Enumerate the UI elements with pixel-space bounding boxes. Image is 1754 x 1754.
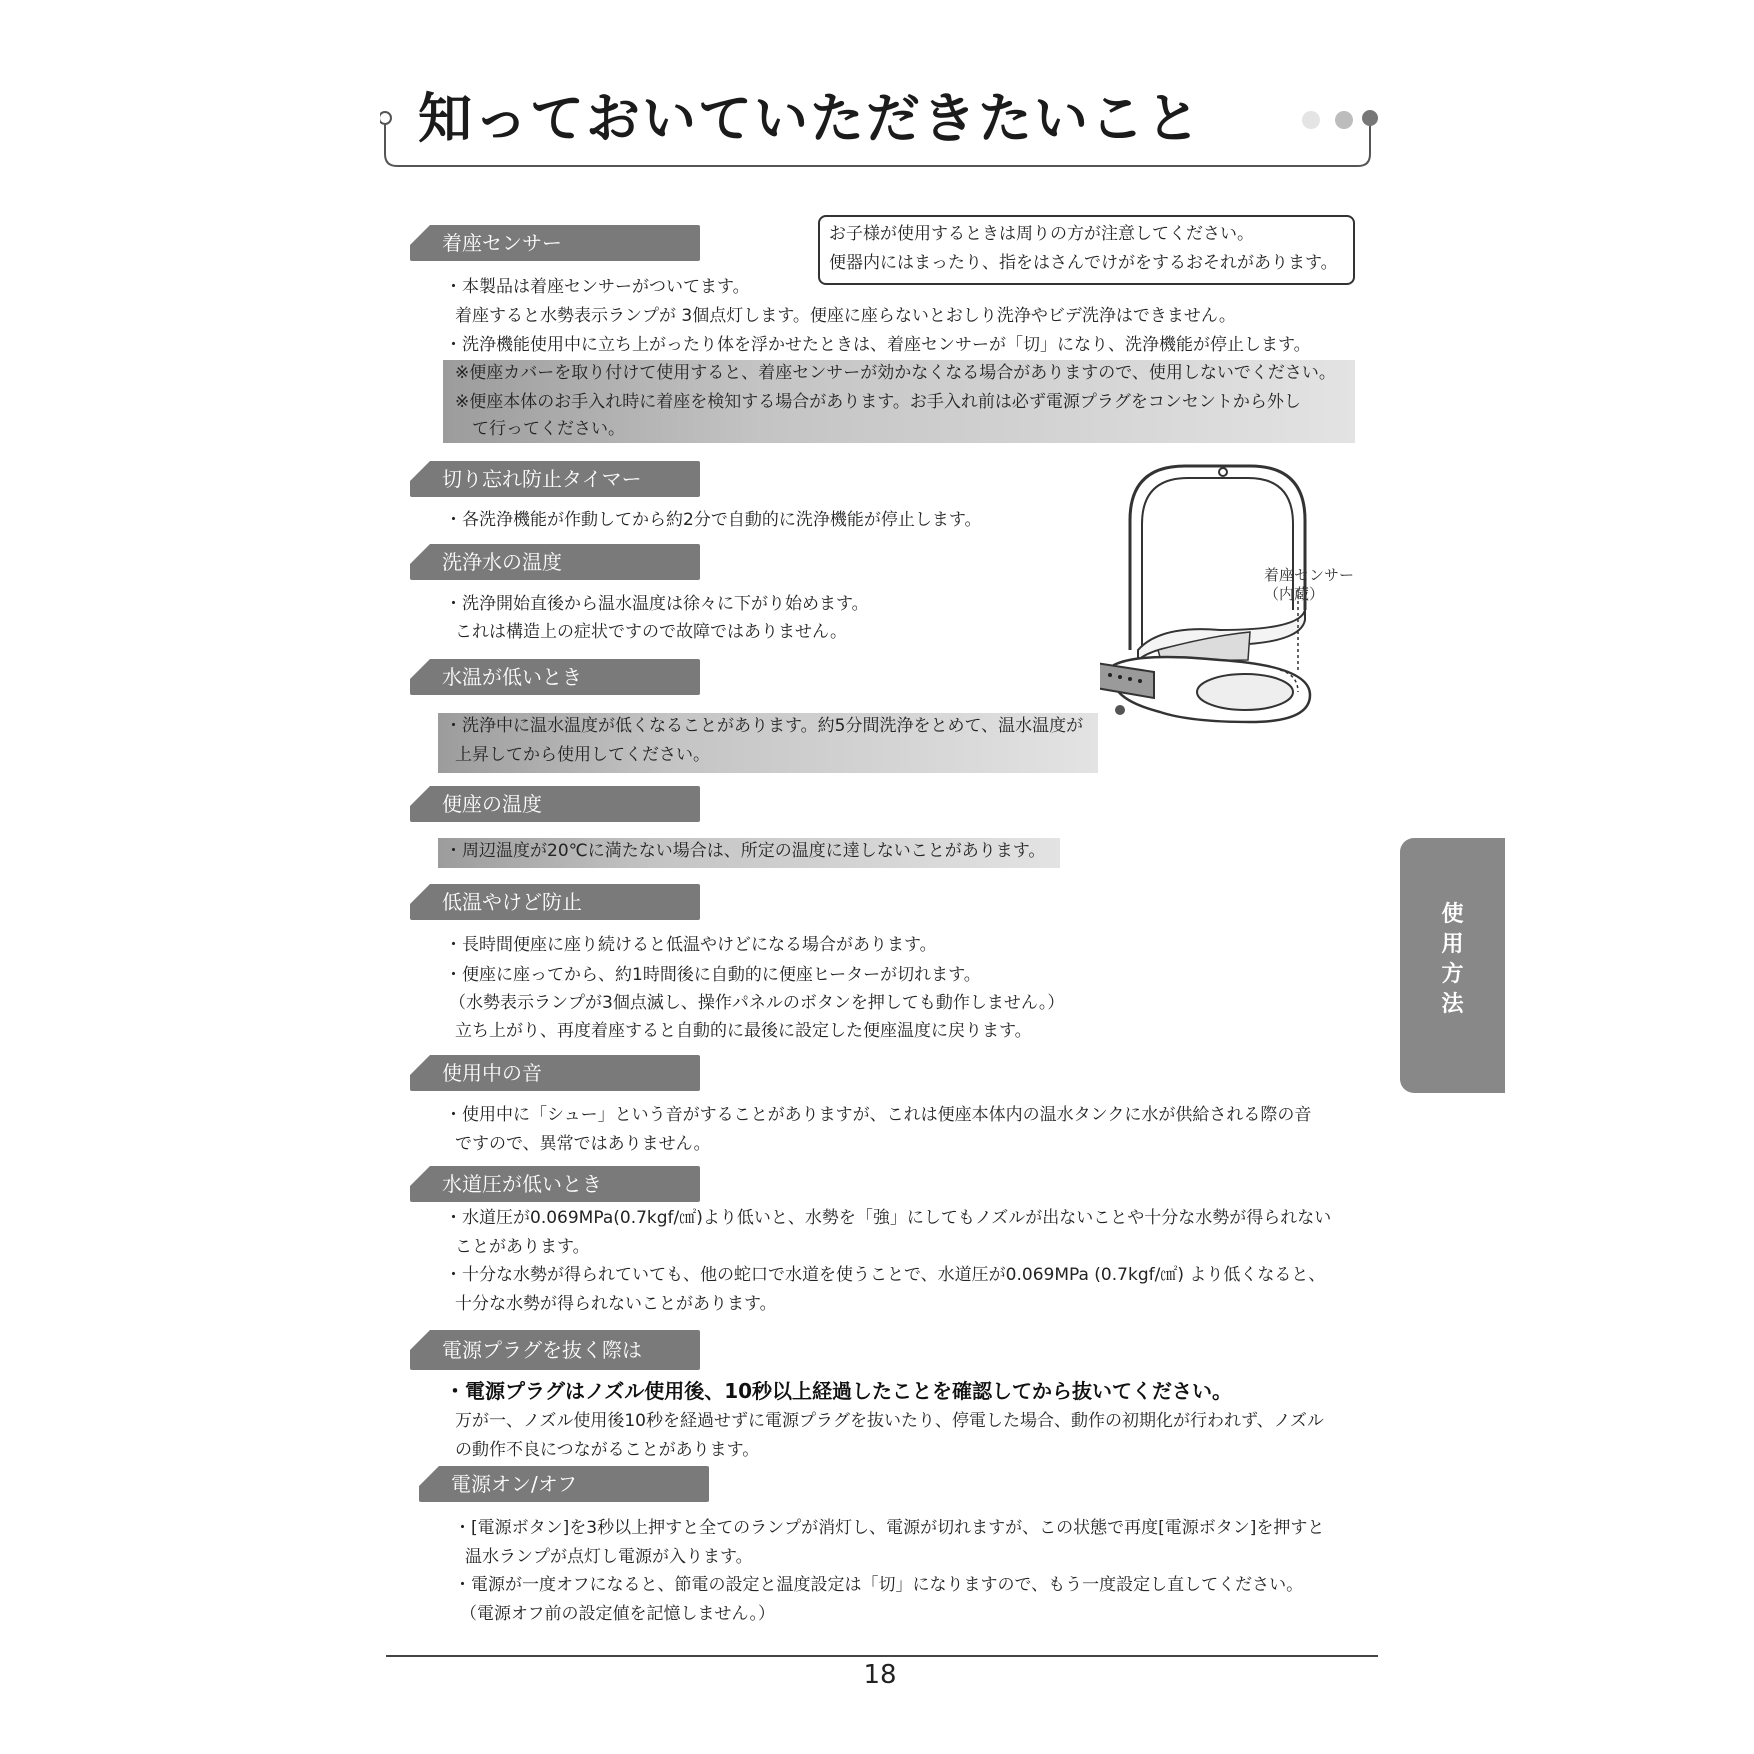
text-line: ・便座に座ってから、約1時間後に自動的に便座ヒーターが切れます。 bbox=[445, 965, 981, 985]
text-line: ・洗浄中に温水温度が低くなることがあります。約5分間洗浄をとめて、温水温度が bbox=[445, 716, 1084, 736]
fold-corner bbox=[410, 544, 430, 564]
text-line: （水勢表示ランプが3個点滅し、操作パネルのボタンを押しても動作しません。） bbox=[449, 993, 1065, 1013]
text-line: ・本製品は着座センサーがついてます。 bbox=[445, 277, 750, 297]
page-title: 知っておいていただきたいこと bbox=[418, 87, 1202, 150]
text-line: の動作不良につながることがあります。 bbox=[455, 1440, 760, 1460]
note-line: ※便座カバーを取り付けて使用すると、着座センサーが効かなくなる場合がありますので、使用しないでください。 bbox=[455, 363, 1336, 383]
section-heading-seat-sensor bbox=[410, 225, 700, 261]
heading-text: 水温が低いとき bbox=[442, 665, 582, 689]
section-heading-sound bbox=[410, 1055, 700, 1091]
fold-corner bbox=[410, 1166, 430, 1186]
heading-text: 洗浄水の温度 bbox=[442, 550, 562, 574]
text-line: ・洗浄機能使用中に立ち上がったり体を浮かせたときは、着座センサーが「切」になり、洗浄機能が停止します。 bbox=[445, 335, 1311, 355]
heading-text: 切り忘れ防止タイマー bbox=[442, 467, 642, 491]
page-number: 18 bbox=[863, 1660, 897, 1690]
text-line: ・水道圧が0.069MPa(0.7kgf/㎠)より低いと、水勢を「強」にしてもノズルが出ないことや十分な水勢が得られない bbox=[445, 1208, 1332, 1228]
section-heading-low-temp-burn bbox=[410, 884, 700, 920]
fold-corner bbox=[410, 1330, 430, 1350]
text-line: ・各洗浄機能が作動してから約2分で自動的に洗浄機能が停止します。 bbox=[445, 510, 982, 530]
section-heading-power bbox=[419, 1466, 709, 1502]
footer-rule bbox=[386, 1655, 1378, 1657]
fold-corner bbox=[410, 884, 430, 904]
text-line: （電源オフ前の設定値を記憶しません。） bbox=[460, 1604, 776, 1624]
text-line: 万が一、ノズル使用後10秒を経過せずに電源プラグを抜いたり、停電した場合、動作の初期化が行われず、ノズル bbox=[455, 1411, 1324, 1431]
note-line: ※便座本体のお手入れ時に着座を検知する場合があります。お手入れ前は必ず電源プラグをコンセントから外し bbox=[455, 392, 1301, 412]
fold-corner bbox=[410, 786, 430, 806]
section-heading-low-water-temp bbox=[410, 659, 700, 695]
text-line: 温水ランプが点灯し電源が入ります。 bbox=[465, 1547, 753, 1567]
fold-corner bbox=[410, 659, 430, 679]
text-line: 上昇してから使用してください。 bbox=[455, 745, 710, 765]
text-line: ・洗浄開始直後から温水温度は徐々に下がり始めます。 bbox=[445, 594, 869, 614]
side-tab[interactable] bbox=[1400, 838, 1505, 1093]
heading-text: 便座の温度 bbox=[442, 792, 542, 816]
text-line: 十分な水勢が得られないことがあります。 bbox=[455, 1294, 777, 1314]
text-line: ・周辺温度が20℃に満たない場合は、所定の温度に達しないことがあります。 bbox=[445, 841, 1046, 861]
heading-text: 水道圧が低いとき bbox=[442, 1172, 602, 1196]
heading-text: 低温やけど防止 bbox=[442, 890, 582, 914]
text-line: ・電源が一度オフになると、節電の設定と温度設定は「切」になりますので、もう一度設定し直してください。 bbox=[454, 1575, 1304, 1595]
heading-text: 電源オン/オフ bbox=[451, 1472, 578, 1496]
section-heading-seat-temp bbox=[410, 786, 700, 822]
side-tab-label: 使 用 方 法 bbox=[1441, 902, 1464, 1017]
title-dot-light bbox=[1302, 111, 1320, 129]
heading-text: 電源プラグを抜く際は bbox=[442, 1338, 642, 1362]
heading-text: 使用中の音 bbox=[442, 1061, 542, 1085]
title-dot-mid bbox=[1335, 111, 1353, 129]
fold-corner bbox=[419, 1466, 439, 1486]
notice-line-2: 便器内にはまったり、指をはさんでけがをするおそれがあります。 bbox=[829, 253, 1338, 273]
section-heading-unplug bbox=[410, 1330, 700, 1370]
text-line: 立ち上がり、再度着座すると自動的に最後に設定した便座温度に戻ります。 bbox=[455, 1021, 1032, 1041]
text-line: ・長時間便座に座り続けると低温やけどになる場合があります。 bbox=[445, 935, 937, 955]
text-line: ことがあります。 bbox=[455, 1237, 590, 1257]
fold-corner bbox=[410, 225, 430, 245]
text-line: ・十分な水勢が得られていても、他の蛇口で水道を使うことで、水道圧が0.069MPa (0.7kgf/㎠) より低くなると、 bbox=[445, 1265, 1326, 1285]
text-line: ですので、異常ではありません。 bbox=[455, 1134, 711, 1154]
note-line: て行ってください。 bbox=[472, 419, 625, 439]
heading-text: 着座センサー bbox=[442, 231, 562, 255]
fold-corner bbox=[410, 1055, 430, 1075]
section-heading-timer bbox=[410, 461, 700, 497]
text-line: 着座すると水勢表示ランプが 3個点灯します。便座に座らないとおしり洗浄やビデ洗浄はできません。 bbox=[455, 306, 1236, 326]
fold-corner bbox=[410, 461, 430, 481]
notice-line-1: お子様が使用するときは周りの方が注意してください。 bbox=[829, 224, 1254, 244]
text-line: ・[電源ボタン]を3秒以上押すと全てのランプが消灯し、電源が切れますが、この状態で再度[電源ボタン]を押すと bbox=[454, 1518, 1325, 1538]
section-heading-water-temp bbox=[410, 544, 700, 580]
illustration-label-line-2: （内蔵） bbox=[1264, 585, 1325, 603]
text-line: ・使用中に「シュー」という音がすることがありますが、これは便座本体内の温水タンクに水が供給される際の音 bbox=[445, 1105, 1312, 1125]
warning-line: ・電源プラグはノズル使用後、10秒以上経過したことを確認してから抜いてください。 bbox=[445, 1379, 1233, 1403]
section-heading-low-pressure bbox=[410, 1166, 700, 1202]
illustration-label-line-1: 着座センサー bbox=[1264, 566, 1355, 584]
text-line: これは構造上の症状ですので故障ではありません。 bbox=[455, 622, 848, 642]
